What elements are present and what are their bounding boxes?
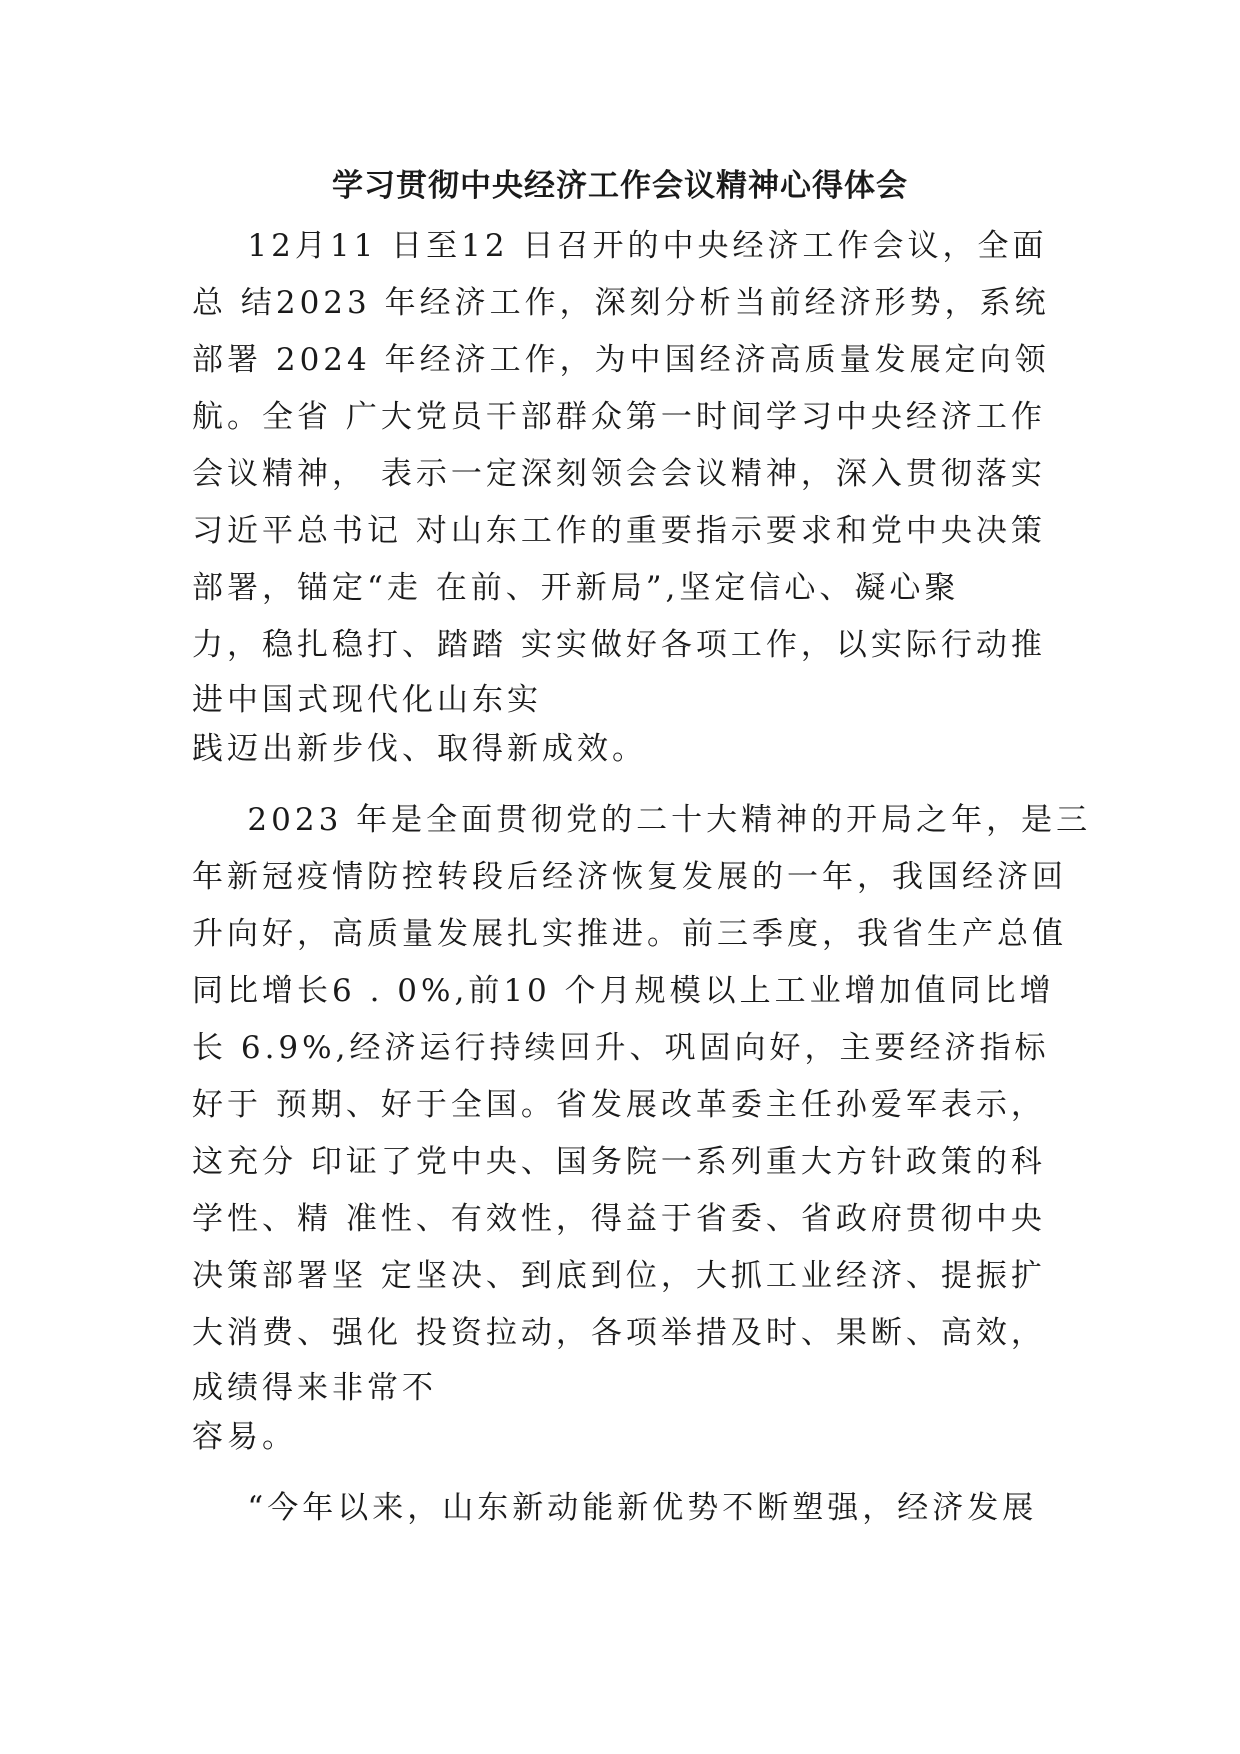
- paragraph-line: 力，稳扎稳打、踏踏 实实做好各项工作，以实际行动推: [192, 627, 1046, 663]
- paragraph-line: 进中国式现代化山东实: [192, 682, 542, 718]
- paragraph-line: 航。全省 广大党员干部群众第一时间学习中央经济工作: [192, 399, 1046, 435]
- paragraph-line: 长 6.9%,经济运行持续回升、巩固向好，主要经济指标: [192, 1030, 1050, 1066]
- paragraph-line: 践迈出新步伐、取得新成效。: [192, 731, 647, 767]
- paragraph-line: 容易。: [192, 1419, 297, 1455]
- paragraph-line: 升向好，高质量发展扎实推进。前三季度，我省生产总值: [192, 916, 1067, 952]
- paragraph-line: “今年以来，山东新动能新优势不断塑强，经济发展: [192, 1490, 1038, 1526]
- document-title: 学习贯彻中央经济工作会议精神心得体会: [332, 168, 908, 204]
- paragraph-line: 同比增长6 . 0%,前10 个月规模以上工业增加值同比增: [192, 973, 1055, 1009]
- paragraph-line: 部署 2024 年经济工作，为中国经济高质量发展定向领: [192, 342, 1050, 378]
- paragraph-line: 12月11 日至12 日召开的中央经济工作会议，全面: [192, 228, 1048, 264]
- paragraph-line: 2023 年是全面贯彻党的二十大精神的开局之年，是三: [192, 802, 1092, 838]
- paragraph-line: 大消费、强化 投资拉动，各项举措及时、果断、高效，: [192, 1315, 1046, 1351]
- paragraph-line: 决策部署坚 定坚决、到底到位，大抓工业经济、提振扩: [192, 1258, 1046, 1294]
- paragraph-line: 会议精神， 表示一定深刻领会会议精神，深入贯彻落实: [192, 456, 1046, 492]
- paragraph-line: 成绩得来非常不: [192, 1370, 437, 1406]
- paragraph-line: 学性、精 准性、有效性，得益于省委、省政府贯彻中央: [192, 1201, 1046, 1237]
- paragraph-line: 部署，锚定“走 在前、开新局”,坚定信心、凝心聚: [192, 570, 960, 606]
- paragraph-line: 习近平总书记 对山东工作的重要指示要求和党中央决策: [192, 513, 1046, 549]
- paragraph-line: 这充分 印证了党中央、国务院一系列重大方针政策的科: [192, 1144, 1046, 1180]
- paragraph-line: 好于 预期、好于全国。省发展改革委主任孙爱军表示，: [192, 1087, 1046, 1123]
- paragraph-line: 总 结2023 年经济工作，深刻分析当前经济形势，系统: [192, 285, 1050, 321]
- paragraph-line: 年新冠疫情防控转段后经济恢复发展的一年，我国经济回: [192, 859, 1067, 895]
